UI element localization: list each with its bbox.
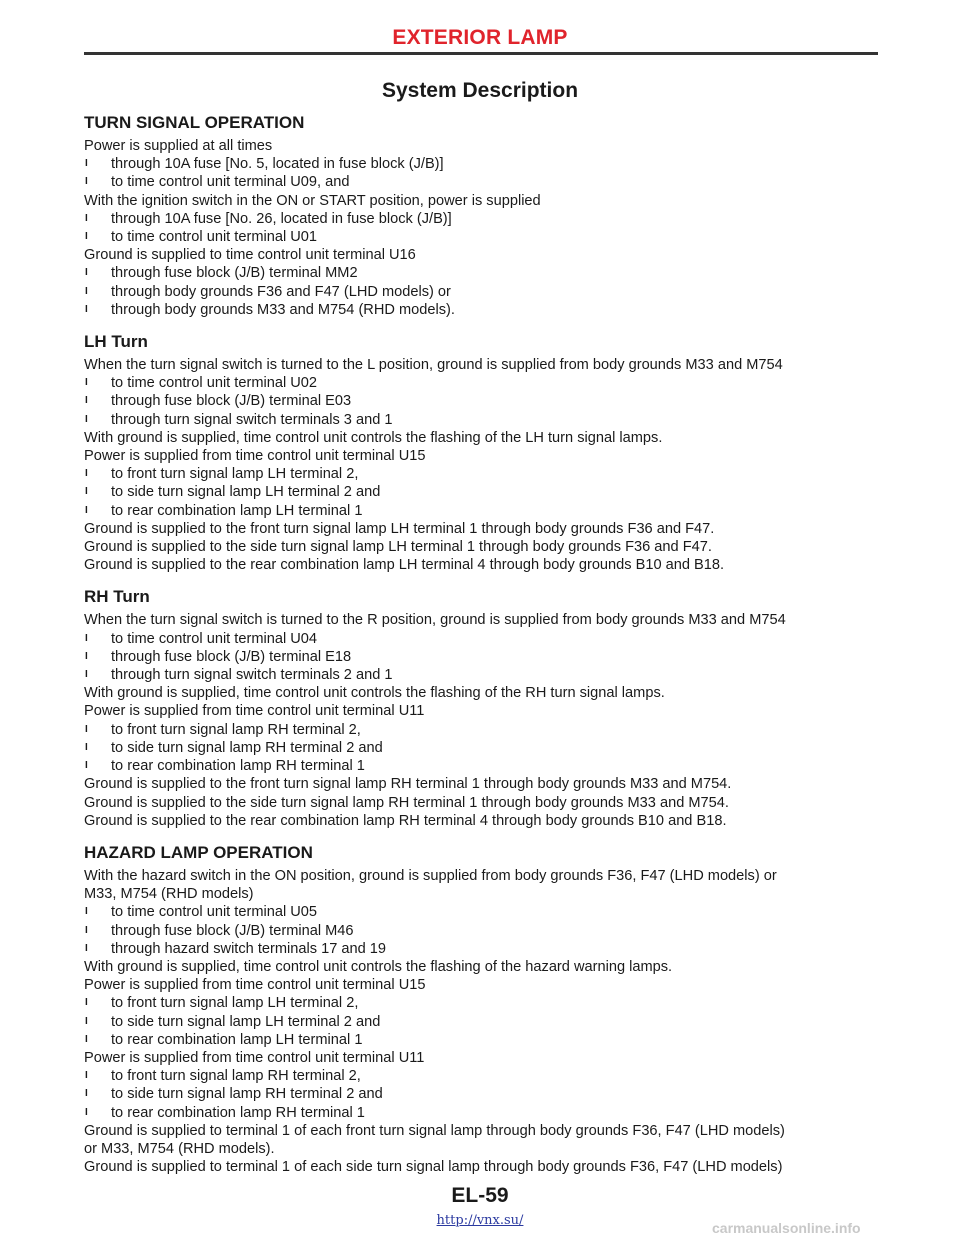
bullet-text: to rear combination lamp LH terminal 1 [111,1031,363,1048]
bullet-marker: I [85,632,88,644]
bullet-item [84,666,884,684]
bullet-item [84,283,884,301]
section-heading: TURN SIGNAL OPERATION [84,113,305,132]
page-title: System Description [381,79,579,102]
bullet-marker: I [85,231,88,243]
bullet-marker: I [85,669,88,681]
text-line: Ground is supplied to terminal 1 of each side turn signal lamp through body grounds F36, F47 (LHD models) [84,1159,783,1176]
text-line: Ground is supplied to terminal 1 of each front turn signal lamp through body grounds F36, F47 (LHD models) [84,1122,785,1139]
bullet-text: through body grounds F36 and F47 (LHD models) or [111,283,451,300]
text-line: Power is supplied at all times [84,138,273,154]
document-body [84,112,884,1176]
bullet-text: to time control unit terminal U02 [111,375,318,392]
bullet-item [84,173,884,191]
page-number: EL-59 [451,1184,509,1207]
bullet-text: to time control unit terminal U04 [111,630,318,647]
bullet-text: to side turn signal lamp LH terminal 2 and [111,484,381,501]
header-section-title: EXTERIOR LAMP [392,26,568,49]
text-line: Ground is supplied to the front turn signal lamp RH terminal 1 through body grounds M33 and M754. [84,776,732,793]
bullet-item [84,903,884,921]
bullet-marker: I [85,377,88,389]
bullet-item [84,228,884,246]
bullet-text: through 10A fuse [No. 26, located in fuse block (J/B)] [111,210,452,227]
bullet-item [84,721,884,739]
bullet-item [84,1085,884,1103]
bullet-text: to side turn signal lamp LH terminal 2 and [111,1013,381,1030]
bullet-marker: I [85,741,88,753]
bullet-marker: I [85,158,88,170]
bullet-item [84,757,884,775]
bullet-item [84,502,884,520]
text-line: Power is supplied from time control unit terminal U11 [84,703,425,720]
bullet-item [84,1104,884,1122]
bullet-marker: I [85,1033,88,1045]
bullet-marker: I [85,650,88,662]
bullet-text: to rear combination lamp LH terminal 1 [111,502,363,519]
bullet-text: to rear combination lamp RH terminal 1 [111,758,365,775]
text-line: Ground is supplied to the rear combination lamp RH terminal 4 through body grounds B10 and B18. [84,812,727,829]
bullet-text: through hazard switch terminals 17 and 19 [111,940,387,957]
bullet-marker: I [85,267,88,279]
text-line: When the turn signal switch is turned to the L position, ground is supplied from body grounds M33 and M754 [84,357,783,374]
bullet-text: through fuse block (J/B) terminal E03 [111,393,352,410]
text-line: With ground is supplied, time control unit controls the flashing of the RH turn signal lamps. [84,685,665,702]
bullet-text: to side turn signal lamp RH terminal 2 and [111,739,383,756]
bullet-item [84,374,884,392]
bullet-text: to front turn signal lamp LH terminal 2, [111,466,359,483]
bullet-item [84,648,884,666]
bullet-marker: I [85,1070,88,1082]
bullet-item [84,392,884,410]
bullet-marker: I [85,942,88,954]
section-heading: HAZARD LAMP OPERATION [84,842,313,862]
section-heading: LH Turn [84,332,148,352]
bullet-text: through body grounds M33 and M754 (RHD models). [111,301,455,318]
bullet-item [84,1067,884,1085]
bullet-item [84,483,884,501]
bullet-marker: I [85,212,88,224]
text-line: M33, M754 (RHD models) [84,886,254,903]
bullet-marker: I [85,1015,88,1027]
bullet-marker: I [85,1088,88,1100]
bullet-marker: I [85,395,88,407]
bullet-item [84,630,884,648]
text-line: With the hazard switch in the ON position, ground is supplied from body grounds F36, F47 (LHD models) or [84,867,777,884]
bullet-text: to time control unit terminal U01 [111,229,318,246]
bullet-item [84,940,884,958]
bullet-text: to front turn signal lamp LH terminal 2, [111,995,359,1012]
text-line: Ground is supplied to the rear combination lamp LH terminal 4 through body grounds B10 and B18. [84,557,725,574]
bullet-text: through turn signal switch terminals 3 and 1 [111,411,393,428]
text-line: Ground is supplied to time control unit terminal U16 [84,247,416,264]
bullet-text: to rear combination lamp RH terminal 1 [111,1104,365,1121]
text-line: Ground is supplied to the front turn signal lamp LH terminal 1 through body grounds F36 and F47. [84,520,715,537]
text-line: When the turn signal switch is turned to the R position, ground is supplied from body grounds M33 and M754 [84,612,786,629]
section-heading: RH Turn [84,587,150,607]
bullet-marker: I [85,468,88,480]
bullet-marker: I [85,906,88,918]
bullet-text: through fuse block (J/B) terminal M46 [111,922,354,939]
bullet-item [84,301,884,319]
bullet-item [84,994,884,1012]
text-line: Ground is supplied to the side turn signal lamp RH terminal 1 through body grounds M33 and M754. [84,794,729,811]
bullet-item [84,210,884,228]
text-line: or M33, M754 (RHD models). [84,1140,275,1157]
bullet-item [84,922,884,940]
bullet-marker: I [85,997,88,1009]
bullet-item [84,264,884,282]
bullet-marker: I [85,924,88,936]
bullet-text: through 10A fuse [No. 5, located in fuse block (J/B)] [111,156,444,173]
text-line: With ground is supplied, time control unit controls the flashing of the LH turn signal lamps. [84,429,663,446]
bullet-text: to front turn signal lamp RH terminal 2, [111,1068,361,1085]
bullet-marker: I [85,176,88,188]
bullet-item [84,1031,884,1049]
bullet-marker: I [85,504,88,516]
text-line: With ground is supplied, time control unit controls the flashing of the hazard warning lamps. [84,958,673,975]
bullet-marker: I [85,413,88,425]
header-divider [84,52,878,55]
bullet-text: to front turn signal lamp RH terminal 2, [111,721,361,738]
bullet-text: to side turn signal lamp RH terminal 2 and [111,1086,383,1103]
bullet-item [84,739,884,757]
text-line: Power is supplied from time control unit terminal U15 [84,448,426,465]
footer-url-link[interactable]: http://vnx.su/ [436,1213,524,1228]
text-line: Power is supplied from time control unit terminal U15 [84,977,426,994]
bullet-item [84,155,884,173]
bullet-marker: I [85,285,88,297]
bullet-text: through fuse block (J/B) terminal E18 [111,648,352,665]
bullet-marker: I [85,486,88,498]
text-line: Ground is supplied to the side turn signal lamp LH terminal 1 through body grounds F36 and F47. [84,539,712,556]
bullet-item [84,1013,884,1031]
bullet-item [84,465,884,483]
text-line: Power is supplied from time control unit terminal U11 [84,1049,425,1066]
bullet-marker: I [85,303,88,315]
bullet-item [84,411,884,429]
bullet-text: to time control unit terminal U05 [111,904,318,921]
bullet-text: to time control unit terminal U09, and [111,174,350,191]
bullet-text: through turn signal switch terminals 2 and 1 [111,667,393,684]
site-watermark: carmanualsonline.info [712,1220,861,1236]
bullet-marker: I [85,1106,88,1118]
bullet-marker: I [85,723,88,735]
bullet-text: through fuse block (J/B) terminal MM2 [111,265,358,282]
bullet-marker: I [85,760,88,772]
text-line: With the ignition switch in the ON or START position, power is supplied [84,192,541,209]
